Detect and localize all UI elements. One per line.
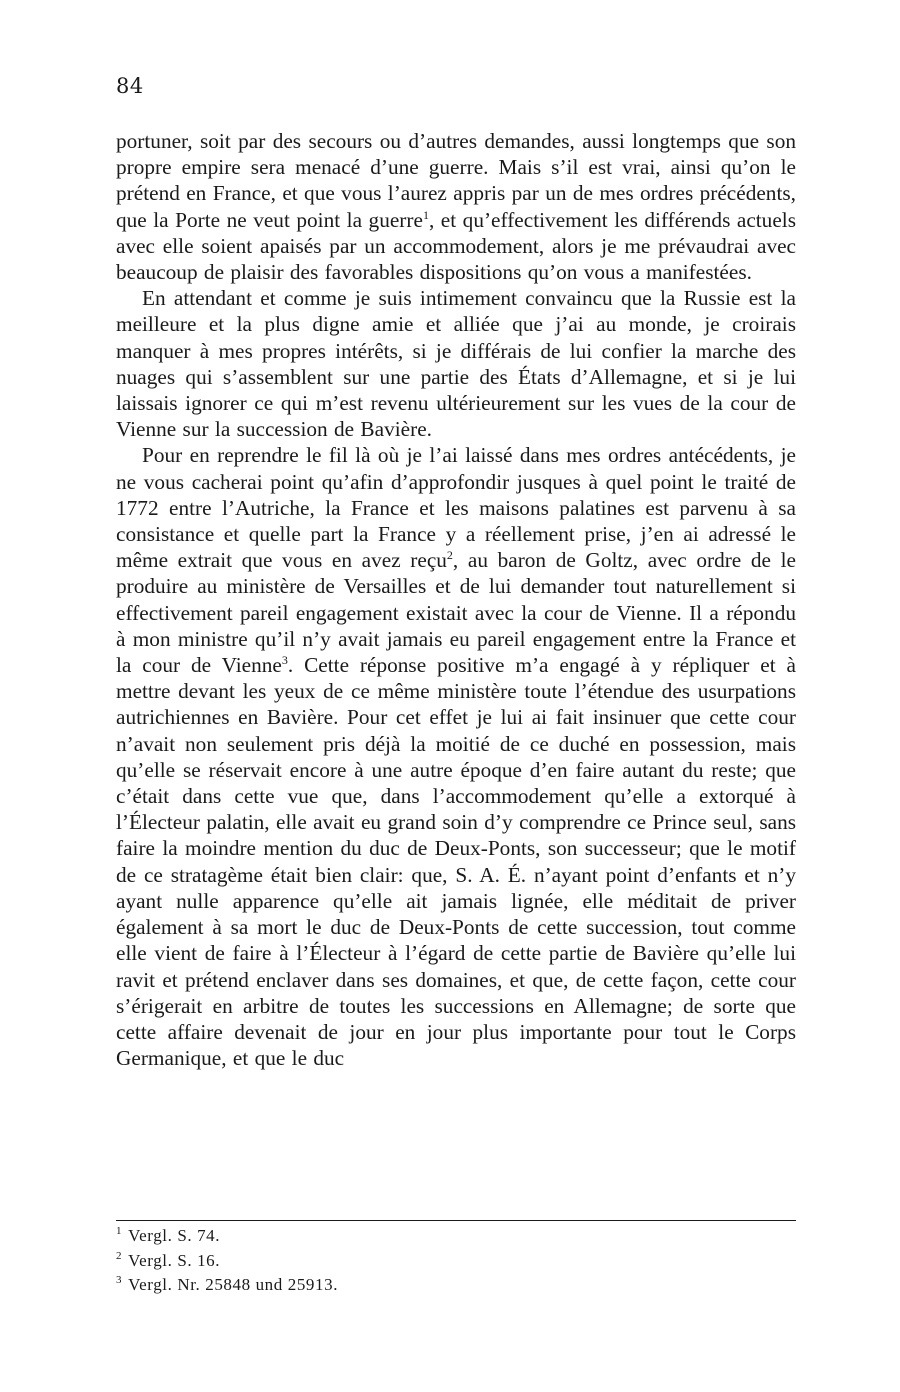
paragraph-text: , et qu’effectivement les différends actuels avec elle soient apaisés par un accommodement, alors je me prévaudrai avec beaucoup de plaisir des favorables dispositions qu’on vous a manifestées. [116, 207, 796, 285]
body-text [116, 128, 796, 1071]
footnote-text: Vergl. S. 74. [128, 1226, 221, 1245]
footnote-3 [116, 1273, 796, 1298]
footnote-reference-3: 3 [281, 652, 288, 667]
footnote-reference-2: 2 [446, 548, 453, 563]
footnote-mark: 2 [116, 1249, 123, 1262]
paragraph-1 [116, 128, 796, 285]
paragraph-3 [116, 442, 796, 1071]
paragraph-text: En attendant et comme je suis intimement convaincu que la Russie est la meilleure et la plus digne amie et alliée que j’ai au monde, je croirais manquer à mes propres intérêts, si je différais de lui confier la marche des nuages qui s’assemblent sur une partie des États d’Allemagne, et si je lui laissais ignorer ce qui m’est revenu ultérieurement sur les vues de la cour de Vienne sur la succession de Bavière. [116, 286, 796, 442]
footnotes [116, 1224, 796, 1298]
footnote-reference-1: 1 [422, 207, 429, 222]
footnote-2 [116, 1249, 796, 1274]
footnote-text: Vergl. S. 16. [128, 1250, 221, 1270]
paragraph-text: , au baron de Goltz, avec ordre de le produire au ministère de Versailles et de lui demander tout naturellement si effectivement pareil engagement existait avec la cour de Vienne. Il a répondu à mon ministre qu’il n’y avait jamais eu pareil engagement entre la France et la cour de Vienne [116, 548, 796, 678]
paragraph-text: . Cette réponse positive m’a engagé à y répliquer et à mettre devant les yeux de ce même ministère toute l’étendue des usurpations autrichiennes en Bavière. Pour cet effet je lui ai fait insinuer que cette cour n’avait non seulement pris déjà la moitié de ce duché en possession, mais qu’elle se réservait encore à une autre époque d’en faire autant du reste; que c’était dans cette vue que, dans l’accommodement qu’elle a extorqué à l’Électeur palatin, elle avait eu grand soin d’y comprendre ce Prince seul, sans faire la moindre mention du duc de Deux-Ponts, son successeur; que le motif de ce stratagème était bien clair: que, S. A. É. n’ayant point d’enfants et n’y ayant nulle apparence qu’elle ait jamais lignée, elle méditait de priver également à sa mort le duc de Deux-Ponts de cette succession, tout comme elle vient de faire à l’Électeur à l’égard de cette partie de Bavière qu’elle lui ravit et prétend enclaver dans ses domaines, et que, de cette façon, cette cour s’érigerait en arbitre de toutes les successions en Allemagne; de sorte que cette affaire devenait de jour en jour plus importante pour tout le Corps Germanique, et que le duc [116, 653, 796, 1071]
paragraph-text: portuner, soit par des secours ou d’autres demandes, aussi longtemps que son propre empire sera menacé d’une guerre. Mais s’il est vrai, ainsi qu’on le prétend en France, et que vous l’aurez appris par un de mes ordres précédents, que la Porte ne veut point la guerre [116, 129, 796, 232]
footnote-mark: 3 [116, 1274, 123, 1287]
footnote-text: Vergl. Nr. 25848 und 25913. [128, 1275, 339, 1294]
footnote-mark: 1 [116, 1225, 123, 1238]
paragraph-2 [116, 285, 796, 442]
paragraph-text: Pour en reprendre le fil là où je l’ai laissé dans mes ordres antécédents, je ne vous cacherai point qu’afin d’approfondir jusques à quel point le traité de 1772 entre l’Autriche, la France et les maisons palatines est parvenu à sa consistance et quelle part la France y a réellement prise, j’en ai adressé le même extrait que vous en avez reçu [116, 443, 796, 573]
page-number: 84 [116, 74, 144, 98]
footnote-divider [116, 1220, 796, 1221]
footnote-1 [116, 1224, 796, 1249]
